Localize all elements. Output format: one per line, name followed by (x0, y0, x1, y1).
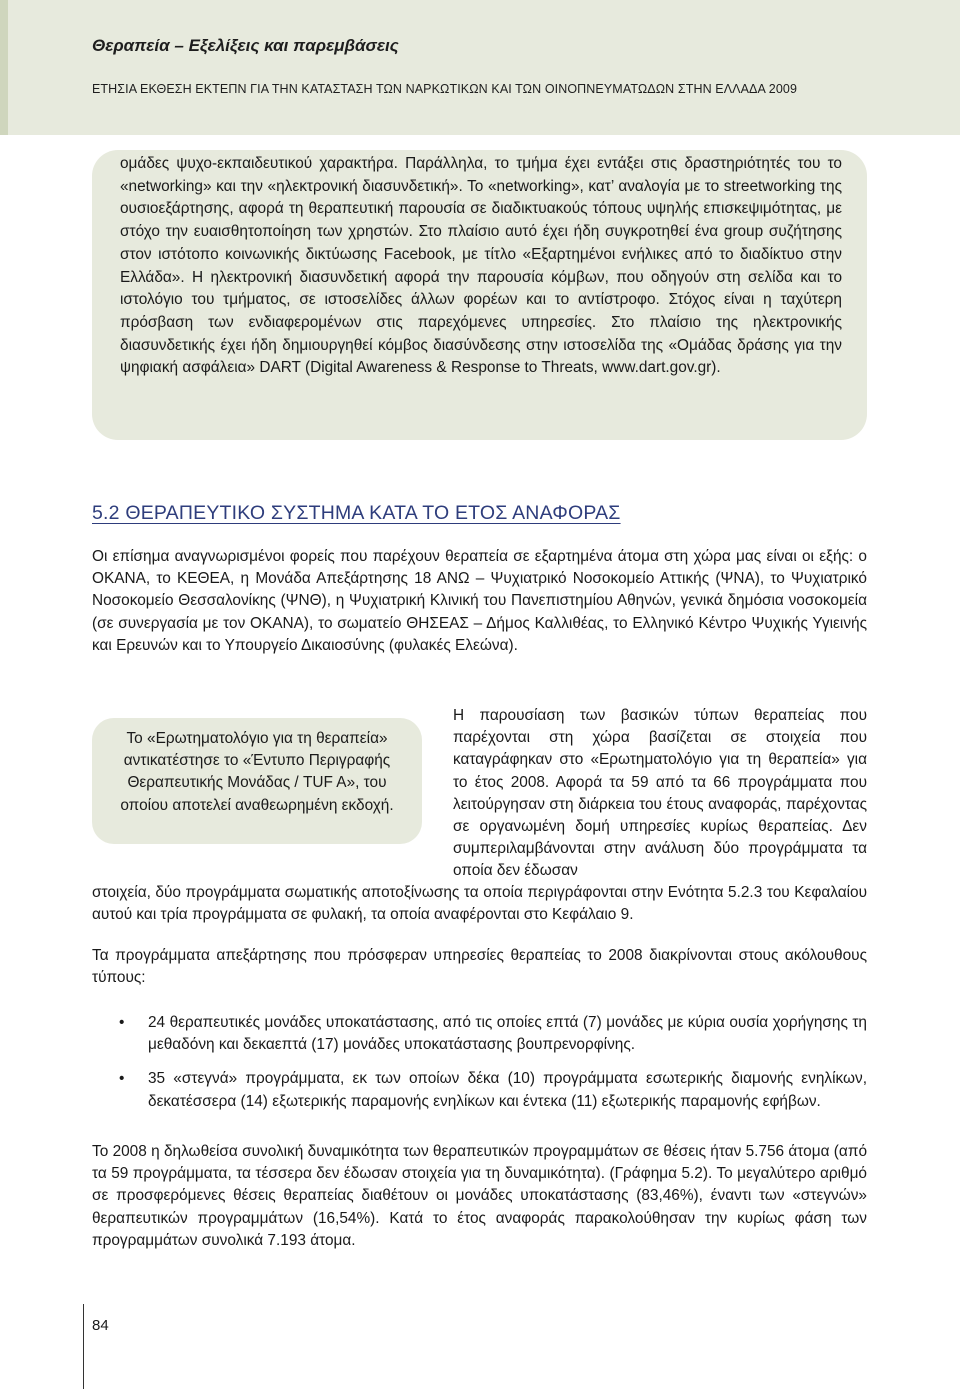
section-heading: 5.2 ΘΕΡΑΠΕΥΤΙΚΟ ΣΥΣΤΗΜΑ ΚΑΤΑ ΤΟ ΕΤΟΣ ΑΝΑΦΟΡΑΣ (92, 502, 621, 524)
running-header-subtitle: ΕΤΗΣΙΑ ΕΚΘΕΣΗ ΕΚΤΕΠΝ ΓΙΑ ΤΗΝ ΚΑΤΑΣΤΑΣΗ ΤΩΝ ΝΑΡΚΩΤΙΚΩΝ ΚΑΙ ΤΩΝ ΟΙΝΟΠΝΕΥΜΑΤΩΔΩΝ ΣΤΗΝ ΕΛΛΑΔΑ 2009 (92, 82, 798, 96)
continuation-paragraph: στοιχεία, δύο προγράμματα σωματικής αποτοξίνωσης τα οποία περιγράφονται στην Ενότητα 5.2.3 του Κεφαλαίου αυτού και τρία προγράμματα σε φυλακή, τα οποία αναφέρονται στο Κεφάλαιο 9. (92, 884, 867, 924)
program-types-list (92, 1012, 867, 1125)
list-item-text: 35 «στεγνά» προγράμματα, εκ των οποίων δέκα (10) προγράμματα εσωτερικής διαμονής ενηλίκων, δεκατέσσερα (14) εξωτερικής παραμονής ενηλίκων και έντεκα (11) εξωτερικής παραμονής εφήβων. (148, 1070, 867, 1110)
list-item (92, 1012, 867, 1056)
bullet-icon: • (119, 1014, 125, 1031)
sidebar-note-box (92, 718, 422, 844)
program-types-intro: Τα προγράμματα απεξάρτησης που πρόσφεραν υπηρεσίες θεραπείας το 2008 διακρίνονται στους ακόλουθους τύπους: (92, 947, 867, 987)
sidebar-note-text: Το «Ερωτηματολόγιο για τη θεραπεία» αντικατέστησε το «Έντυπο Περιγραφής Θεραπευτικής Μονάδας / TUF A», του οποίου αποτελεί αναθεωρημένη εκδοχή. (120, 730, 394, 814)
right-column-paragraph: Η παρουσίαση των βασικών τύπων θεραπείας που παρέχονται στη χώρα βασίζεται σε στοιχεία που καταγράφηκαν στο «Ερωτηματολόγιο για τη θεραπεία» για το έτος 2008. Αφορά τα 59 από τα 66 προγράμματα που λειτούργησαν στη διάρκεια του έτους αναφοράς, παρέχοντας σε οργανωμένη δομή υπηρεσίες κυρίως θεραπείας. Δεν συμπεριλαμβάνονται στην ανάλυση δύο προγράμματα τα οποία δεν έδωσαν (453, 707, 867, 880)
page-number: 84 (92, 1317, 109, 1334)
bullet-icon: • (119, 1070, 125, 1088)
networking-callout-text: ομάδες ψυχο-εκπαιδευτικού χαρακτήρα. Παράλληλα, το τμήμα έχει εντάξει στις δραστηριότητές του το «networking» και την «ηλεκτρονική διασυνδετική». Το «networking», κατ’ αναλογία με το streetworking της ουσιοεξάρτησης, αφορά τη θεραπευτική παρουσία σε διαδικτυακούς τόπους υψηλής επισκεψιμότητας, με στόχο την ευαισθητοποίηση των χρηστών. Στο πλαίσιο αυτό έχει ήδη συγκροτηθεί ένα group συζήτησης στον ιστότοπο κοινωνικής δικτύωσης Facebook, με τίτλο «Εξαρτημένοι ενήλικες από το διαδίκτυο στην Ελλάδα». Η ηλεκτρονική διασυνδετική αφορά την παρουσία κόμβων, που οδηγούν στη σελίδα και το ιστολόγιο του τμήματος, σε ιστοσελίδες άλλων φορέων και το αντίστροφο. Στόχος είναι η ταχύτερη πρόσβαση των ενδιαφερομένων στις παρεχόμενες υπηρεσίες. Στο πλαίσιο της ηλεκτρονικής διασυνδετικής έχει ήδη δημιουργηθεί κόμβος διασύνδεσης στην ιστοσελίδα της «Ομάδας δράσης για την ψηφιακή ασφάλεια» DART (Digital Awareness & Response to Threats, www.dart.gov.gr). (120, 155, 842, 377)
header-band (0, 0, 960, 135)
list-item-text: 24 θεραπευτικές μονάδες υποκατάστασης, από τις οποίες επτά (7) μονάδες με κύρια ουσία χορήγησης τη μεθαδόνη και δεκαεπτά (17) μονάδες υποκατάστασης βουπρενορφίνης. (148, 1014, 867, 1054)
networking-callout-box (92, 150, 867, 440)
header-accent-strip (0, 0, 8, 135)
running-header-title: Θεραπεία – Εξελίξεις και παρεμβάσεις (92, 36, 399, 55)
page-number-rule (83, 1304, 84, 1389)
list-item (92, 1068, 867, 1112)
capacity-paragraph: Το 2008 η δηλωθείσα συνολική δυναμικότητα των θεραπευτικών προγραμμάτων σε θέσεις ήταν 5.756 άτομα (από τα 59 προγράμματα, τα τέσσερα δεν έδωσαν στοιχεία για τη δυναμικότητα). (Γράφημα 5.2). Το μεγαλύτερο αριθμό σε προσφερόμενες θέσεις θεραπείας διαθέτουν οι μονάδες υποκατάστασης (83,46%), έναντι των «στεγνών» θεραπευτικών προγραμμάτων (16,54%). Κατά το έτος αναφοράς παρακολούθησαν την κυρίως φάση των προγραμμάτων συνολικά 7.193 άτομα. (92, 1143, 867, 1249)
intro-paragraph: Οι επίσημα αναγνωρισμένοι φορείς που παρέχουν θεραπεία σε εξαρτημένα άτομα στη χώρα μας είναι οι εξής: ο ΟΚΑΝΑ, το ΚΕΘΕΑ, η Μονάδα Απεξάρτησης 18 ΑΝΩ – Ψυχιατρικό Νοσοκομείο Αττικής (ΨΝΑ), το Ψυχιατρικό Νοσοκομείο Θεσσαλονίκης (ΨΝΘ), η Ψυχιατρική Κλινική του Πανεπιστημίου Αθηνών, γενικά δημόσια νοσοκομεία (σε συνεργασία με τον ΟΚΑΝΑ), το σωματείο ΘΗΣΕΑΣ – Δήμος Καλλιθέας, το Ελληνικό Κέντρο Ψυχικής Υγιεινής και Ερευνών και το Υπουργείο Δικαιοσύνης (φυλακές Ελεώνα). (92, 548, 867, 654)
